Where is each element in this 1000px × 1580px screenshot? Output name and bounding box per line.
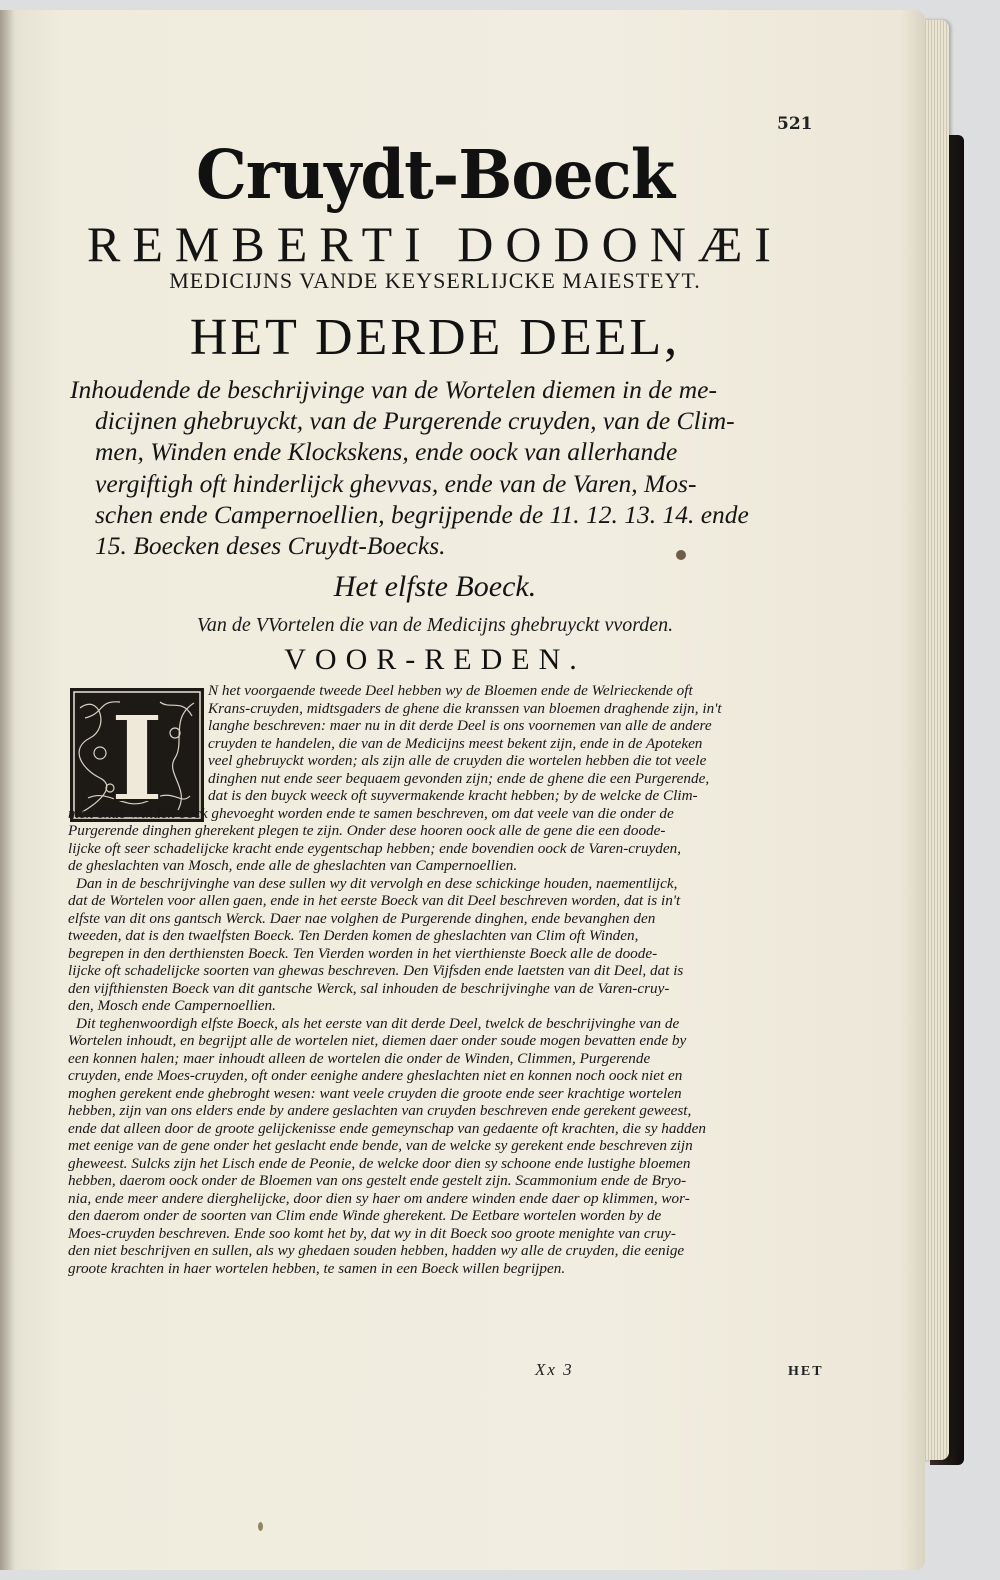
- author-name: REMBERTI DODONÆI: [87, 216, 783, 272]
- text-line: gheweest. Sulcks zijn het Lisch ende de Peonie, de welcke door dien sy schoone ende lustighe bloemen: [68, 1154, 691, 1172]
- text-line: elfste van dit ons gantsch Werck. Daer nae volghen de Purgerende dinghen, ende bevanghen den: [68, 909, 656, 927]
- summary-line: vergiftigh oft hinderlijck ghevvas, ende van de Varen, Mos-: [95, 468, 697, 498]
- preface-title: VOOR-REDEN.: [284, 643, 586, 676]
- text-line: Purgerende dinghen gherekent plegen te zijn. Onder dese hooren oock alle de gene die een doode-: [68, 822, 666, 839]
- text-line: een konnen halen; maer inhoudt alleen de wortelen die onder de Winden, Climmen, Purgerende: [68, 1049, 651, 1067]
- text-line: Wortelen inhoudt, en begrijpt alle de wortelen niet, diemen daer onder soude mogen bevatten ende by: [68, 1032, 687, 1049]
- text-line: den vijfthiensten Boeck van dit gantsche Werck, sal inhouden de beschrijvinghe van de Varen-cruy-: [68, 979, 670, 997]
- text-line: lijcke oft schadelijcke soorten van ghewas beschreven. Den Vijfsden ende laetsten van dit Deel, dat is: [68, 962, 684, 979]
- text-line: cruyden, ende Moes-cruyden, oft onder eenighe andere gheslachten niet en konnen noch oock niet en: [68, 1067, 683, 1084]
- text-line: hebben, daerom oock onder de Bloemen van ons gestelt ende gestelt zijn. Scammonium ende de Bryo-: [68, 1172, 687, 1189]
- text-line: Moes-cruyden beschreven. Ende soo komt het by, dat wy in dit Boeck soo groote menighte van cruy-: [68, 1224, 676, 1242]
- text-line: veel ghebruyckt worden; als zijn alle de cruyden die wortelen hebben die tot veele: [208, 752, 707, 769]
- ink-stain: [258, 1522, 263, 1531]
- summary-line: Inhoudende de beschrijvinge van de Wortelen diemen in de me-: [70, 375, 717, 404]
- text-line: nia, ende meer andere dierghelijcke, door dien sy haer om andere winden ende daer op klimmen, wor-: [68, 1189, 690, 1207]
- book-title: Het elfste Boeck.: [333, 570, 537, 603]
- text-line: men ende Winden oock ghevoeght worden ende te samen beschreven, om dat veele van die onder de: [68, 804, 674, 822]
- text-line: hebben, zijn van ons elders ende by andere geslachten van cruyden beschreven ende gerekent geweest,: [68, 1102, 692, 1119]
- text-line: cruyden te handelen, die van de Medicijns meest bekent zijn, ende in de Apoteken: [208, 734, 703, 752]
- text-line: de gheslachten van Mosch, ende alle de gheslachten van Campernoellien.: [68, 857, 518, 874]
- catchword: HET: [788, 1364, 824, 1379]
- signature-mark: Xx 3: [535, 1360, 574, 1379]
- text-line: met eenige van de gene onder het geslacht ende bende, van de welcke sy gerekent ende beschreven zijn: [68, 1137, 693, 1154]
- page-number: 521: [777, 114, 813, 134]
- text-line: N het voorgaende tweede Deel hebben wy de Bloemen ende de Welrieckende oft: [208, 682, 693, 699]
- text-line: groote krachten in haer wortelen hebben, te samen in een Boeck willen begrijpen.: [68, 1259, 566, 1277]
- text-line: Krans-cruyden, midtsgaders de ghene die kranssen van bloemen draghende zijn, in't: [208, 699, 722, 717]
- summary-line: 15. Boecken deses Cruydt-Boecks.: [95, 531, 446, 561]
- text-line: dinghen nut ende seer bequaem gevonden zijn; ende de ghene die een Purgerende,: [208, 769, 710, 787]
- text-line: dat is den buyck weeck oft suyvermakende kracht hebben; by de welcke de Clim-: [208, 787, 698, 804]
- text-line: Dan in de beschrijvinghe van dese sullen wy dit vervolgh en dese schickinge houden, naementlijck,: [76, 874, 678, 892]
- summary-line: dicijnen ghebruyckt, van de Purgerende cruyden, van de Clim-: [95, 406, 735, 436]
- part-summary: [70, 374, 820, 561]
- summary-line: schen ende Campernoellien, begrijpende de 11. 12. 13. 14. ende: [95, 499, 749, 529]
- initial-letter: I: [109, 689, 165, 822]
- text-line: lijcke oft seer schadelijcke kracht ende eygentschap hebben; ende bovendien oock de Varen-cruyden,: [68, 839, 682, 857]
- text-line: langhe beschreven: maer nu in dit derde Deel is ons voornemen van alle de andere: [208, 717, 712, 734]
- text-line: ende dat alleen door de groote gelijckenisse ende gemeynschap van gedaente oft krachten, die sy hadden: [68, 1119, 706, 1137]
- text-line: begrepen in den derthiensten Boeck. Ten Vierden worden in het vierthienste Boeck alle de doode-: [68, 944, 658, 962]
- book-subtitle: Van de VVortelen die van de Medicijns ghebruyckt vvorden.: [196, 614, 674, 636]
- running-title: Cruydt-Boeck: [195, 136, 675, 215]
- text-line: dat de Wortelen voor allen gaen, ende in het eerste Boeck van dit Deel beschreven worden, dat is in't: [68, 892, 681, 909]
- author-office: MEDICIJNS VANDE KEYSERLIJCKE MAIESTEYT.: [169, 268, 701, 293]
- text-line: Dit teghenwoordigh elfste Boeck, als het eerste van dit derde Deel, twelck de beschrijvinghe van de: [76, 1014, 680, 1032]
- preface-body: [68, 682, 826, 1277]
- text-line: tweeden, dat is den twaelfsten Boeck. Ten Derden komen de gheslachten van Clim oft Winden,: [68, 927, 639, 944]
- book-page: [0, 10, 925, 1570]
- text-line: den daerom onder de soorten van Clim ende Winde gherekent. De Eetbare wortelen worden by de: [68, 1207, 662, 1224]
- text-line: moghen gerekent ende ghebroght wesen: want veele cruyden die groote ende seer krachtige wortelen: [68, 1084, 682, 1102]
- text-line: den niet beschrijven en sullen, als wy ghedaen souden hebben, hadden wy alle de cruyden, die eenige: [68, 1242, 685, 1259]
- text-line: den, Mosch ende Campernoellien.: [68, 997, 276, 1014]
- part-title: HET DERDE DEEL,: [189, 309, 681, 366]
- summary-line: men, Winden ende Klockskens, ende oock van allerhande: [95, 437, 678, 467]
